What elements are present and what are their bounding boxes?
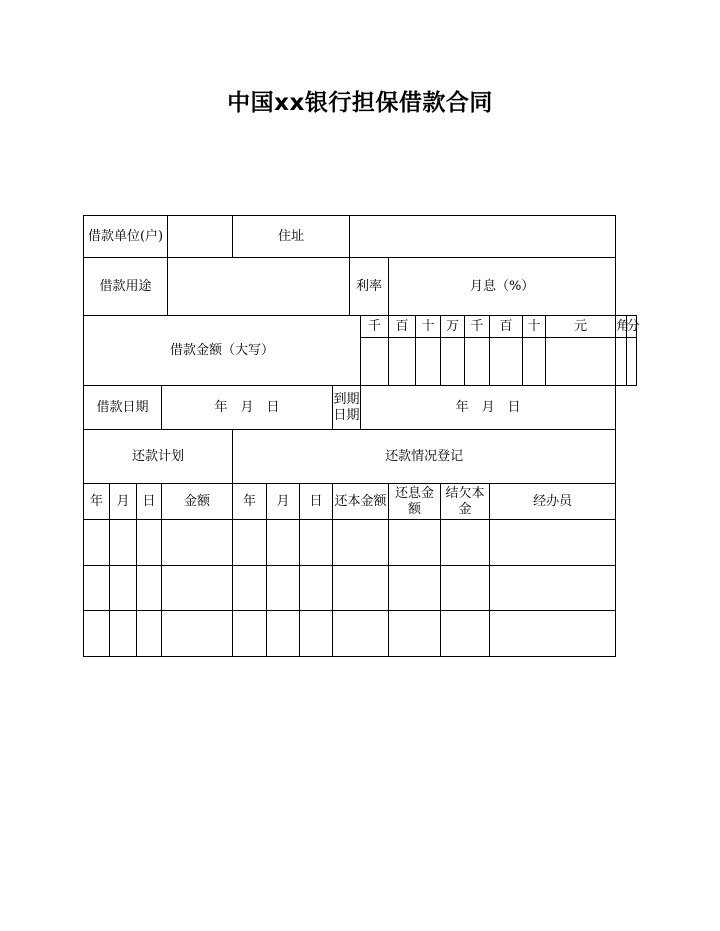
- borrower-value-field[interactable]: [168, 216, 233, 258]
- digit-header-wan: 万: [441, 316, 465, 338]
- amount-digit-header-row: [84, 316, 637, 338]
- plan-month-cell[interactable]: [110, 520, 137, 566]
- plan-month-cell[interactable]: [110, 611, 137, 657]
- purpose-row: [84, 258, 637, 316]
- record-year-header: 年: [233, 484, 267, 520]
- schedule-header-row: [84, 484, 637, 520]
- record-month-cell[interactable]: [267, 520, 300, 566]
- loan-contract-form: [83, 215, 640, 657]
- plan-amount-cell[interactable]: [162, 611, 233, 657]
- address-label: 住址: [233, 216, 350, 258]
- repayment-plan-label: 还款计划: [84, 430, 233, 484]
- record-year-cell[interactable]: [233, 566, 267, 611]
- due-date-label: 到期日期: [333, 386, 361, 430]
- record-day-cell[interactable]: [300, 566, 333, 611]
- record-year-cell[interactable]: [233, 520, 267, 566]
- record-month-header: 月: [267, 484, 300, 520]
- principal-owed-header: 结欠本金: [441, 484, 490, 520]
- plan-year-header: 年: [84, 484, 110, 520]
- borrower-label: 借款单位(户): [84, 216, 168, 258]
- digit-header-jiao: 角: [616, 316, 626, 338]
- handler-cell[interactable]: [490, 520, 616, 566]
- plan-year-cell[interactable]: [84, 520, 110, 566]
- interest-repaid-cell[interactable]: [389, 566, 441, 611]
- document-title: 中国xx银行担保借款合同: [227, 90, 493, 116]
- handler-cell[interactable]: [490, 611, 616, 657]
- loan-date-field[interactable]: 年 月 日: [162, 386, 333, 430]
- repayment-section-row: [84, 430, 637, 484]
- rate-label: 利率: [350, 258, 389, 316]
- principal-repaid-header: 还本金额: [333, 484, 389, 520]
- due-date-field[interactable]: 年 月 日: [361, 386, 616, 430]
- digit-header-bai-1: 百: [389, 316, 416, 338]
- digit-cell-shi-2[interactable]: [523, 338, 546, 386]
- plan-month-header: 月: [110, 484, 137, 520]
- record-day-cell[interactable]: [300, 520, 333, 566]
- monthly-interest-label: 月息（%）: [389, 258, 616, 316]
- plan-day-cell[interactable]: [137, 566, 162, 611]
- handler-header: 经办员: [490, 484, 616, 520]
- plan-month-cell[interactable]: [110, 566, 137, 611]
- digit-header-shi-1: 十: [416, 316, 441, 338]
- borrower-row: [84, 216, 637, 258]
- repayment-record-label: 还款情况登记: [233, 430, 616, 484]
- plan-day-cell[interactable]: [137, 611, 162, 657]
- table-row: [84, 566, 637, 611]
- record-month-cell[interactable]: [267, 566, 300, 611]
- purpose-label: 借款用途: [84, 258, 168, 316]
- interest-repaid-cell[interactable]: [389, 520, 441, 566]
- digit-cell-fen[interactable]: [626, 338, 636, 386]
- principal-repaid-cell[interactable]: [333, 566, 389, 611]
- digit-cell-shi-1[interactable]: [416, 338, 441, 386]
- digit-cell-bai-2[interactable]: [490, 338, 523, 386]
- digit-header-yuan: 元: [546, 316, 616, 338]
- plan-day-header: 日: [137, 484, 162, 520]
- digit-header-fen: 分: [626, 316, 636, 338]
- interest-repaid-cell[interactable]: [389, 611, 441, 657]
- plan-amount-cell[interactable]: [162, 520, 233, 566]
- digit-cell-qian-2[interactable]: [465, 338, 490, 386]
- plan-amount-cell[interactable]: [162, 566, 233, 611]
- purpose-value-field[interactable]: [168, 258, 350, 316]
- table-row: [84, 520, 637, 566]
- digit-cell-yuan[interactable]: [546, 338, 616, 386]
- principal-repaid-cell[interactable]: [333, 611, 389, 657]
- plan-amount-header: 金额: [162, 484, 233, 520]
- principal-repaid-cell[interactable]: [333, 520, 389, 566]
- principal-owed-cell[interactable]: [441, 611, 490, 657]
- address-value-field[interactable]: [350, 216, 616, 258]
- principal-owed-cell[interactable]: [441, 566, 490, 611]
- interest-repaid-header: 还息金额: [389, 484, 441, 520]
- plan-year-cell[interactable]: [84, 611, 110, 657]
- table-row: [84, 611, 637, 657]
- digit-cell-qian-1[interactable]: [361, 338, 389, 386]
- record-year-cell[interactable]: [233, 611, 267, 657]
- digit-cell-bai-1[interactable]: [389, 338, 416, 386]
- record-month-cell[interactable]: [267, 611, 300, 657]
- digit-cell-jiao[interactable]: [616, 338, 626, 386]
- plan-day-cell[interactable]: [137, 520, 162, 566]
- digit-header-bai-2: 百: [490, 316, 523, 338]
- amount-label: 借款金额（大写）: [84, 316, 361, 386]
- handler-cell[interactable]: [490, 566, 616, 611]
- record-day-header: 日: [300, 484, 333, 520]
- digit-header-shi-2: 十: [523, 316, 546, 338]
- digit-cell-wan[interactable]: [441, 338, 465, 386]
- digit-header-qian-1: 千: [361, 316, 389, 338]
- loan-date-label: 借款日期: [84, 386, 162, 430]
- principal-owed-cell[interactable]: [441, 520, 490, 566]
- date-row: [84, 386, 637, 430]
- record-day-cell[interactable]: [300, 611, 333, 657]
- plan-year-cell[interactable]: [84, 566, 110, 611]
- digit-header-qian-2: 千: [465, 316, 490, 338]
